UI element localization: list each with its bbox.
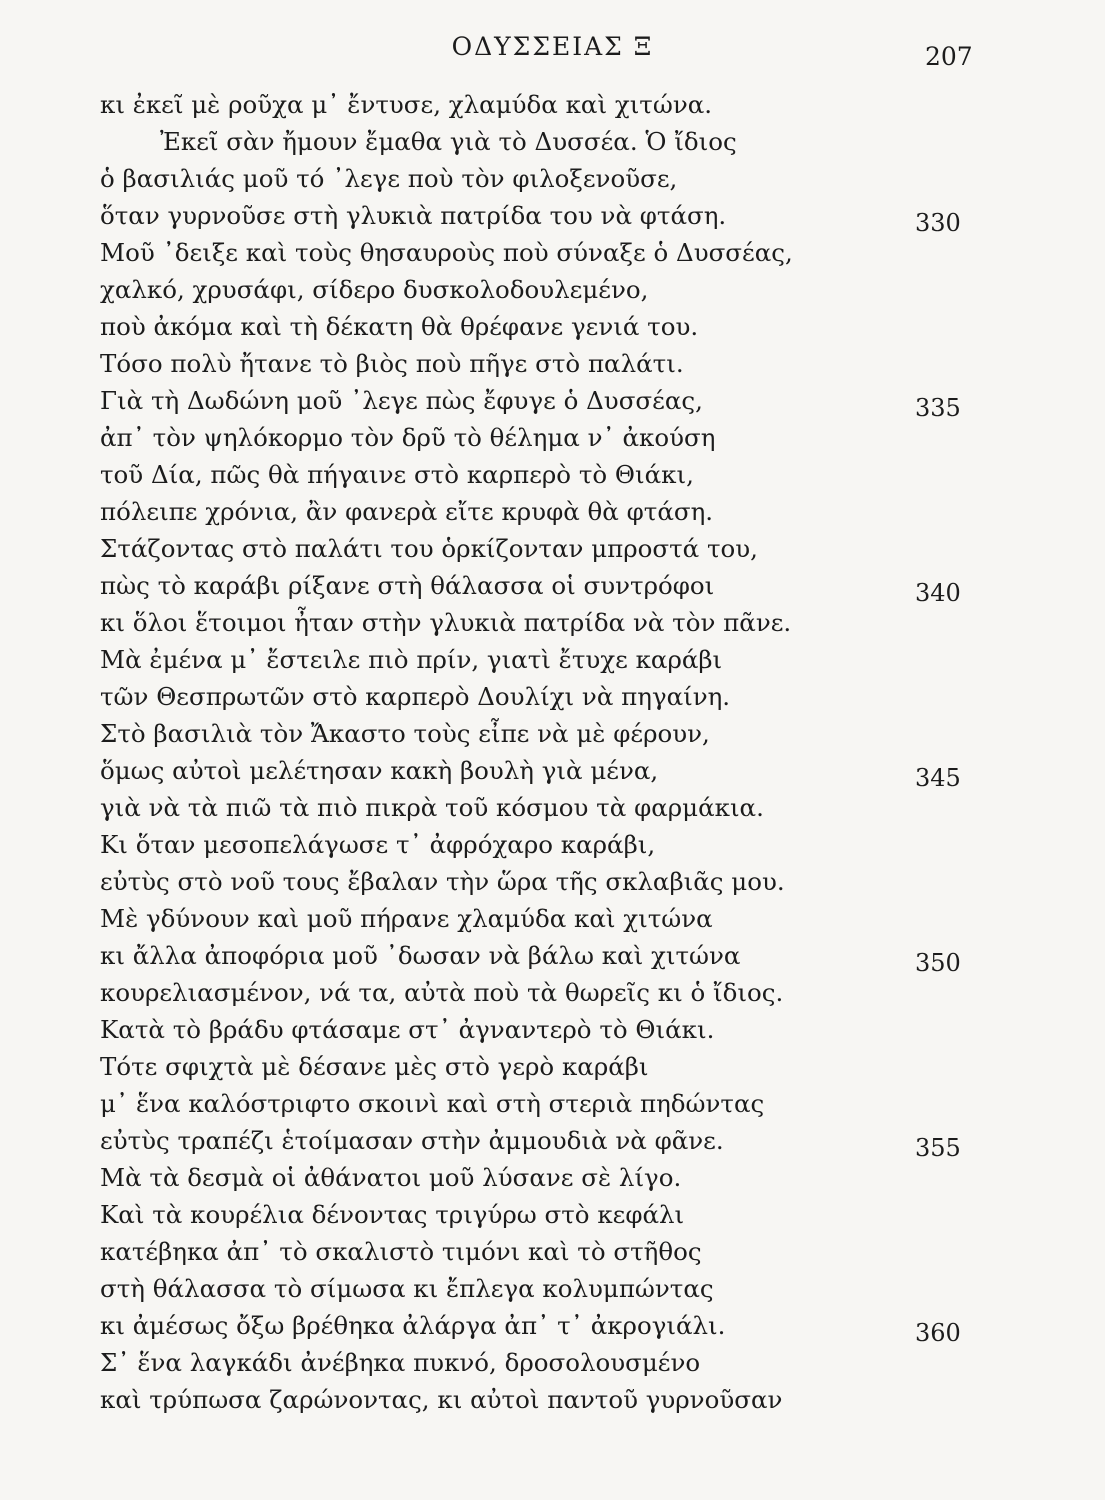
verse-line: ὅμως αὐτοὶ μελέτησαν κακὴ βουλὴ γιὰ μένα, — [100, 756, 659, 785]
verse-line: Καὶ τὰ κουρέλια δένοντας τριγύρω στὸ κεφάλι — [100, 1200, 685, 1229]
verse-line: πὼς τὸ καράβι ρίξανε στὴ θάλασσα οἱ συντρόφοι — [100, 571, 715, 600]
verse-line: ἀπ᾽ τὸν ψηλόκορμο τὸν δρῦ τὸ θέλημα ν᾽ ἀκούση — [100, 423, 716, 452]
verse-line: τοῦ Δία, πῶς θὰ πήγαινε στὸ καρπερὸ τὸ Θιάκι, — [100, 460, 694, 489]
verse-line: μ᾽ ἕνα καλόστριφτο σκοινὶ καὶ στὴ στεριὰ πηδώντας — [100, 1089, 765, 1118]
verse-line: κι ἀμέσως ὄξω βρέθηκα ἀλάργα ἀπ᾽ τ᾽ ἀκρογιάλι. — [100, 1311, 726, 1340]
verse-line: πόλειπε χρόνια, ἂν φανερὰ εἴτε κρυφὰ θὰ φτάση. — [100, 497, 714, 526]
line-number: 355 — [915, 1134, 961, 1162]
verse-line: Ἐκεῖ σὰν ἤμουν ἔμαθα γιὰ τὸ Δυσσέα. Ὁ ἴδιος — [160, 127, 737, 156]
verse-line: Κατὰ τὸ βράδυ φτάσαμε στ᾽ ἀγναντερὸ τὸ Θιάκι. — [100, 1015, 715, 1044]
verse-line: κατέβηκα ἀπ᾽ τὸ σκαλιστὸ τιμόνι καὶ τὸ στῆθος — [100, 1237, 702, 1266]
line-number: 335 — [915, 394, 961, 422]
running-header: ΟΔΥΣΣΕΙΑΣ Ξ — [451, 32, 654, 61]
line-number: 330 — [915, 209, 961, 237]
verse-line: στὴ θάλασσα τὸ σίμωσα κι ἔπλεγα κολυμπώντας — [100, 1274, 714, 1303]
verse-line: Μὲ γδύνουν καὶ μοῦ πήρανε χλαμύδα καὶ χιτώνα — [100, 904, 713, 933]
page-number: 207 — [925, 42, 973, 71]
verse-line: Κι ὅταν μεσοπελάγωσε τ᾽ ἀφρόχαρο καράβι, — [100, 830, 656, 859]
line-number: 350 — [915, 949, 961, 977]
verse-line: τῶν Θεσπρωτῶν στὸ καρπερὸ Δουλίχι νὰ πηγαίνη. — [100, 682, 731, 711]
line-number: 360 — [915, 1319, 961, 1347]
verse-line: Τότε σφιχτὰ μὲ δέσανε μὲς στὸ γερὸ καράβι — [100, 1052, 649, 1081]
verse-line: καὶ τρύπωσα ζαρώνοντας, κι αὐτοὶ παντοῦ γυρνοῦσαν — [100, 1385, 783, 1414]
line-number: 345 — [915, 764, 961, 792]
verse-line: ποὺ ἀκόμα καὶ τὴ δέκατη θὰ θρέφανε γενιά του. — [100, 312, 699, 341]
verse-line: Μὰ ἐμένα μ᾽ ἔστειλε πιὸ πρίν, γιατὶ ἔτυχε καράβι — [100, 645, 723, 674]
verse-line: Μοῦ ᾽δειξε καὶ τοὺς θησαυροὺς ποὺ σύναξε ὁ Δυσσέας, — [100, 238, 793, 267]
verse-line: ὁ βασιλιάς μοῦ τό ᾽λεγε ποὺ τὸν φιλοξενοῦσε, — [100, 164, 678, 193]
verse-line: Μὰ τὰ δεσμὰ οἱ ἀθάνατοι μοῦ λύσανε σὲ λίγο. — [100, 1163, 682, 1192]
verse-line: Τόσο πολὺ ἤτανε τὸ βιὸς ποὺ πῆγε στὸ παλάτι. — [100, 349, 684, 378]
verse-line: εὐτὺς στὸ νοῦ τους ἔβαλαν τὴν ὥρα τῆς σκλαβιᾶς μου. — [100, 867, 785, 896]
verse-line: Γιὰ τὴ Δωδώνη μοῦ ᾽λεγε πὼς ἔφυγε ὁ Δυσσέας, — [100, 386, 703, 415]
verse-line: γιὰ νὰ τὰ πιῶ τὰ πιὸ πικρὰ τοῦ κόσμου τὰ φαρμάκια. — [100, 793, 764, 822]
verse-line: κι ἐκεῖ μὲ ροῦχα μ᾽ ἔντυσε, χλαμύδα καὶ χιτώνα. — [100, 90, 713, 119]
verse-line: Σ᾽ ἕνα λαγκάδι ἀνέβηκα πυκνό, δροσολουσμένο — [100, 1348, 701, 1377]
verse-line: κι ὅλοι ἕτοιμοι ἦταν στὴν γλυκιὰ πατρίδα νὰ τὸν πᾶνε. — [100, 608, 792, 637]
verse-line: κουρελιασμένον, νά τα, αὐτὰ ποὺ τὰ θωρεῖς κι ὁ ἴδιος. — [100, 978, 784, 1007]
verse-line: Στάζοντας στὸ παλάτι του ὁρκίζονταν μπροστά του, — [100, 534, 758, 563]
verse-line: Στὸ βασιλιὰ τὸν Ἄκαστο τοὺς εἶπε νὰ μὲ φέρουν, — [100, 719, 710, 748]
verse-line: χαλκό, χρυσάφι, σίδερο δυσκολοδουλεμένο, — [100, 275, 649, 304]
verse-line: ὅταν γυρνοῦσε στὴ γλυκιὰ πατρίδα του νὰ φτάση. — [100, 201, 727, 230]
line-number: 340 — [915, 579, 961, 607]
verse-line: κι ἄλλα ἀποφόρια μοῦ ᾽δωσαν νὰ βάλω καὶ χιτώνα — [100, 941, 741, 970]
verse-line: εὐτὺς τραπέζι ἑτοίμασαν στὴν ἀμμουδιὰ νὰ φᾶνε. — [100, 1126, 724, 1155]
